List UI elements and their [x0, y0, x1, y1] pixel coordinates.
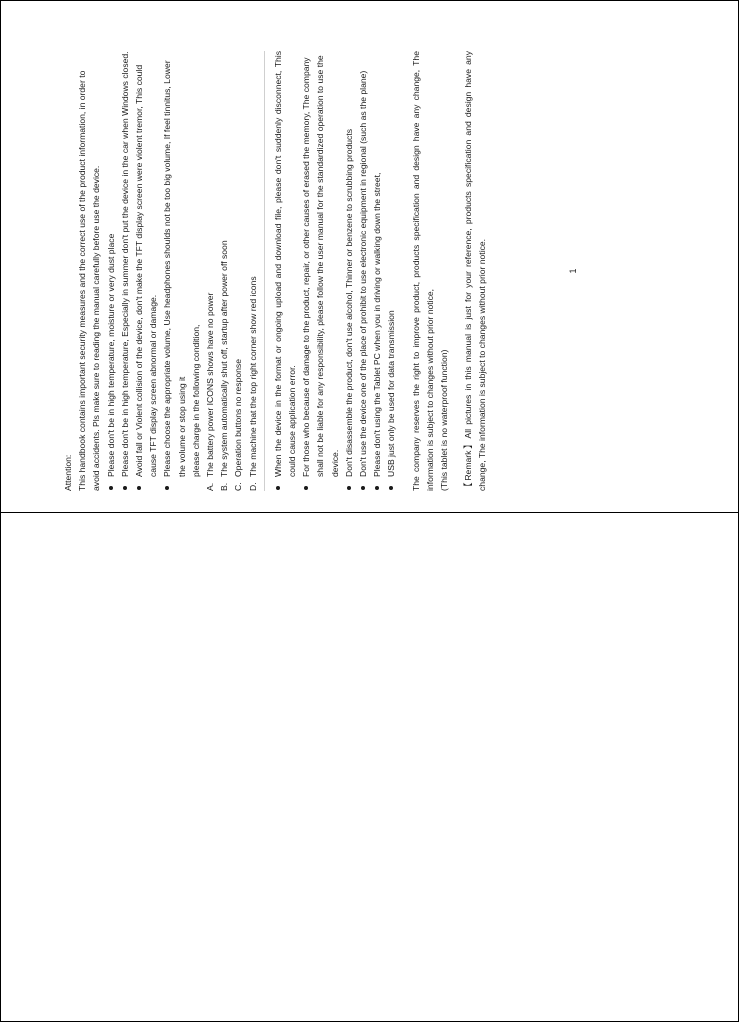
list-item: D. The machine that the top right corner show red icons: [247, 276, 258, 491]
page-number: 1: [568, 268, 578, 274]
list-item: Don't disassemble the product, don't use alcohol, Thinner or benzene to scrubbing products: [342, 51, 356, 491]
page-divider: [1, 512, 738, 513]
bullet-icon: [137, 486, 141, 490]
precaution-list-b: [271, 51, 399, 491]
bullet-icon: [304, 486, 308, 490]
list-item: A. The battery power ICONS shows have no power: [205, 292, 216, 491]
list-item: For those who because of damage to the product, repair, or other causes of erased the memory, The company shall not be liable for any responsibility, please follow the user manual for the standardized operation to use the device.: [299, 51, 342, 491]
bullet-icon: [375, 486, 379, 490]
bullet-icon: [123, 486, 127, 490]
bullet-icon: [347, 486, 351, 490]
bullet-icon: [109, 486, 113, 490]
list-item: USB just only be used for data transmission: [384, 51, 398, 491]
rotated-page-content: [61, 51, 591, 491]
charge-condition-list: [203, 51, 260, 491]
section-separator: [264, 51, 265, 491]
bullet-icon: [389, 486, 393, 490]
intro-paragraph: This handbook contains important security measures and the correct use of the product information, in order to avoid accidents. Pls make sure to reading the manual carefully before use the device.: [77, 70, 102, 491]
charge-intro: please charge in the following condition,: [190, 324, 201, 477]
bullet-icon: [276, 486, 280, 490]
bullet-icon: [165, 486, 169, 490]
remark-paragraph: 【Remark】All pictures in this manual is just for your reference, products specification and design have any change, The information is subject to changes without prior notice.: [463, 51, 488, 491]
list-item: Avoid fall or Violent collision of the device, don't make the TFT display screen were violent tremor, This could cause TFT display screen abnormal or damage.: [132, 51, 160, 491]
list-item: Please don't using the Tablet PC when you in driving or walking down the street,: [370, 51, 384, 491]
company-rights-note: The company reserves the right to improve product, products specification and design have any change, The information is subject to changes without prior notice,: [410, 51, 435, 491]
list-item: B. The system automatically shut off, startup after power off soon: [219, 240, 230, 491]
list-item: C. Operation buttons no response: [233, 358, 244, 491]
list-item: Don't use the device one of the place of prohibit to use electronic equipment in regional (such as the plane): [356, 51, 370, 491]
list-item: Please don't be in high temperature, Especially in summer don't put the device in the car when Windows closed.: [118, 51, 132, 491]
list-item: When the device in the format or ongoing upload and download file, please don't suddenly disconnect, This could cause application error.: [271, 51, 299, 491]
attention-heading: Attention:: [63, 454, 73, 491]
list-item: Please choose the appropriate volume, Use headphones shoulds not be too big volume, If feel tinnitus, Lower the volume or stop using it: [160, 51, 188, 491]
list-item: Please don't be in high temperature, moisture or very dust place: [104, 51, 118, 491]
waterproof-note: (This tablet is no waterproof function): [439, 349, 450, 491]
precaution-list-a: [104, 51, 189, 491]
bullet-icon: [361, 486, 365, 490]
